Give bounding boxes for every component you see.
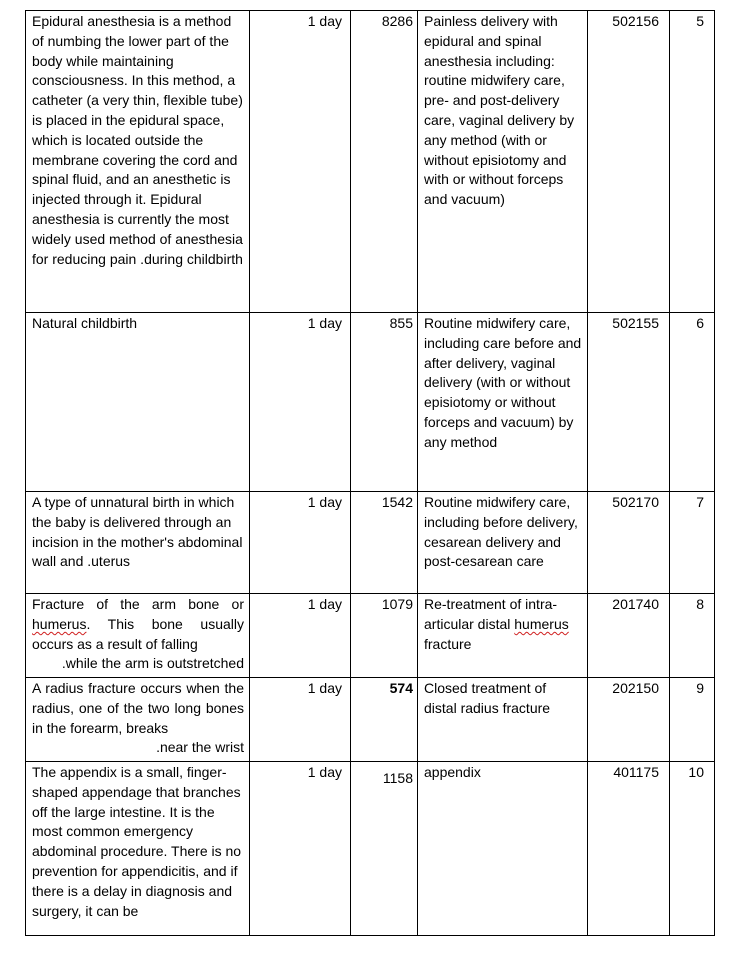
count-cell: 8286 [351, 11, 418, 313]
service-cell: Painless delivery with epidural and spinal anesthesia including: routine midwifery care, pre- and post-delivery care, vaginal delivery by any method (with or without episiotomy and with or without forceps and vacuum) [418, 11, 588, 313]
description-end-line: .while the arm is outstretched [61, 655, 244, 672]
description-cell [26, 594, 250, 678]
count-cell: 1079 [351, 594, 418, 678]
spell-flagged-word: humerus [32, 615, 87, 632]
duration-cell: 1 day [250, 762, 351, 936]
service-text: Re-treatment of intra-articular distal [424, 596, 558, 632]
description-cell: The appendix is a small, finger-shaped appendage that branches off the large intestine. It is the most common emergency abdominal procedure. There is no prevention for appendicitis, and if there is a delay in diagnosis and surgery, it can be [26, 762, 250, 936]
description-text: . This bone usually occurs as a result of falling [32, 615, 244, 652]
description-text: Fracture of the arm bone or [32, 596, 244, 612]
service-cell: appendix [418, 762, 588, 936]
code-cell: 502155 [588, 313, 670, 492]
count-cell: 574 [351, 678, 418, 762]
service-cell: Closed treatment of distal radius fracture [418, 678, 588, 762]
index-cell: 9 [670, 678, 715, 762]
index-cell: 5 [670, 11, 715, 313]
service-text: fracture [424, 635, 472, 652]
code-cell: 401175 [588, 762, 670, 936]
procedures-table [25, 10, 715, 936]
code-cell: 502156 [588, 11, 670, 313]
table-row [26, 762, 715, 936]
service-cell: Routine midwifery care, including before delivery, cesarean delivery and post-cesarean care [418, 492, 588, 594]
duration-cell: 1 day [250, 594, 351, 678]
code-cell: 502170 [588, 492, 670, 594]
description-end-line: .near the wrist [156, 739, 244, 756]
index-cell: 8 [670, 594, 715, 678]
duration-cell: 1 day [250, 11, 351, 313]
description-cell [26, 678, 250, 762]
description-cell: A type of unnatural birth in which the baby is delivered through an incision in the mother's abdominal wall and .uterus [26, 492, 250, 594]
count-value: 1158 [382, 770, 413, 786]
table-row [26, 678, 715, 762]
count-cell: 855 [351, 313, 418, 492]
duration-cell: 1 day [250, 678, 351, 762]
service-cell [418, 594, 588, 678]
description-text: A radius fracture occurs when the radius, one of the two long bones in the forearm, breaks [32, 680, 244, 736]
table-row [26, 594, 715, 678]
description-cell: Epidural anesthesia is a method of numbing the lower part of the body while maintaining consciousness. In this method, a catheter (a very thin, flexible tube) is placed in the epidural space, which is located outside the membrane covering the cord and spinal fluid, and an anesthetic is injected through it. Epidural anesthesia is currently the most widely used method of anesthesia for reducing pain .during childbirth [26, 11, 250, 313]
index-cell: 10 [670, 762, 715, 936]
table-row [26, 11, 715, 313]
count-cell: 1542 [351, 492, 418, 594]
code-cell: 201740 [588, 594, 670, 678]
duration-cell: 1 day [250, 313, 351, 492]
spell-flagged-word: humerus [514, 615, 569, 632]
count-cell [351, 762, 418, 936]
description-cell: Natural childbirth [26, 313, 250, 492]
duration-cell: 1 day [250, 492, 351, 594]
index-cell: 7 [670, 492, 715, 594]
code-cell: 202150 [588, 678, 670, 762]
table-row [26, 313, 715, 492]
table-row [26, 492, 715, 594]
index-cell: 6 [670, 313, 715, 492]
service-cell: Routine midwifery care, including care before and after delivery, vaginal delivery (with or without episiotomy or without forceps and vacuum) by any method [418, 313, 588, 492]
